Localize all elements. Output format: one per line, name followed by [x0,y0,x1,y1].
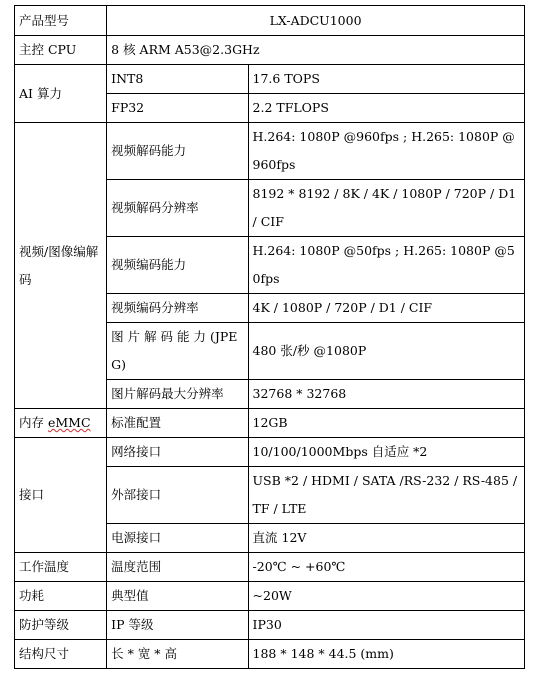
video-decode-res-value: 8192 * 8192 / 8K / 4K / 1080P / 720P / D1 / CIF [248,180,524,237]
row-video-decode [15,123,525,180]
video-decode-res-name: 视频解码分辨率 [107,180,248,237]
power-name: 典型值 [107,582,248,611]
dimensions-name: 长 * 宽 * 高 [107,640,248,669]
dimensions-value: 188 * 148 * 44.5 (mm) [248,640,524,669]
ai-int8-value: 17.6 TOPS [248,65,524,94]
temperature-label: 工作温度 [15,553,107,582]
model-label: 产品型号 [15,6,107,36]
video-decode-name: 视频解码能力 [107,123,248,180]
row-interface-network [15,438,525,467]
jpeg-max-res-value: 32768 * 32768 [248,380,524,409]
ai-fp32-value: 2.2 TFLOPS [248,94,524,123]
protection-name: IP 等级 [107,611,248,640]
cpu-label: 主控 CPU [15,36,107,65]
protection-label: 防护等级 [15,611,107,640]
interface-power-value: 直流 12V [248,524,524,553]
memory-label-emmc: eMMC [47,415,91,430]
ai-fp32-name: FP32 [107,94,248,123]
jpeg-decode-name: 图 片 解 码 能 力 (JPEG) [107,323,248,380]
row-cpu [15,36,525,65]
spec-table [14,5,525,669]
jpeg-decode-value: 480 张/秒 @1080P [248,323,524,380]
interface-external-value: USB *2 / HDMI / SATA /RS-232 / RS-485 / TF / LTE [248,467,524,524]
dimensions-label: 结构尺寸 [15,640,107,669]
temperature-value: -20℃ ~ +60℃ [248,553,524,582]
video-encode-value: H.264: 1080P @50fps ; H.265: 1080P @50fps [248,237,524,294]
interface-external-name: 外部接口 [107,467,248,524]
video-decode-value: H.264: 1080P @960fps ; H.265: 1080P @960fps [248,123,524,180]
row-protection [15,611,525,640]
video-encode-res-name: 视频编码分辨率 [107,294,248,323]
row-temperature [15,553,525,582]
temperature-name: 温度范围 [107,553,248,582]
power-value: ~20W [248,582,524,611]
interface-power-name: 电源接口 [107,524,248,553]
memory-value: 12GB [248,409,524,438]
jpeg-max-res-name: 图片解码最大分辨率 [107,380,248,409]
row-dimensions [15,640,525,669]
video-encode-res-value: 4K / 1080P / 720P / D1 / CIF [248,294,524,323]
model-value: LX-ADCU1000 [107,6,525,36]
row-memory [15,409,525,438]
ai-label: AI 算力 [15,65,107,123]
protection-value: IP30 [248,611,524,640]
video-encode-name: 视频编码能力 [107,237,248,294]
row-power [15,582,525,611]
interface-network-value: 10/100/1000Mbps 自适应 *2 [248,438,524,467]
row-ai-int8 [15,65,525,94]
interface-network-name: 网络接口 [107,438,248,467]
power-label: 功耗 [15,582,107,611]
cpu-value: 8 核 ARM A53@2.3GHz [107,36,525,65]
row-model [15,6,525,36]
memory-label [15,409,107,438]
video-label: 视频/图像编解码 [15,123,107,409]
ai-int8-name: INT8 [107,65,248,94]
memory-label-prefix: 内存 [19,415,48,430]
memory-name: 标准配置 [107,409,248,438]
interface-label: 接口 [15,438,107,553]
